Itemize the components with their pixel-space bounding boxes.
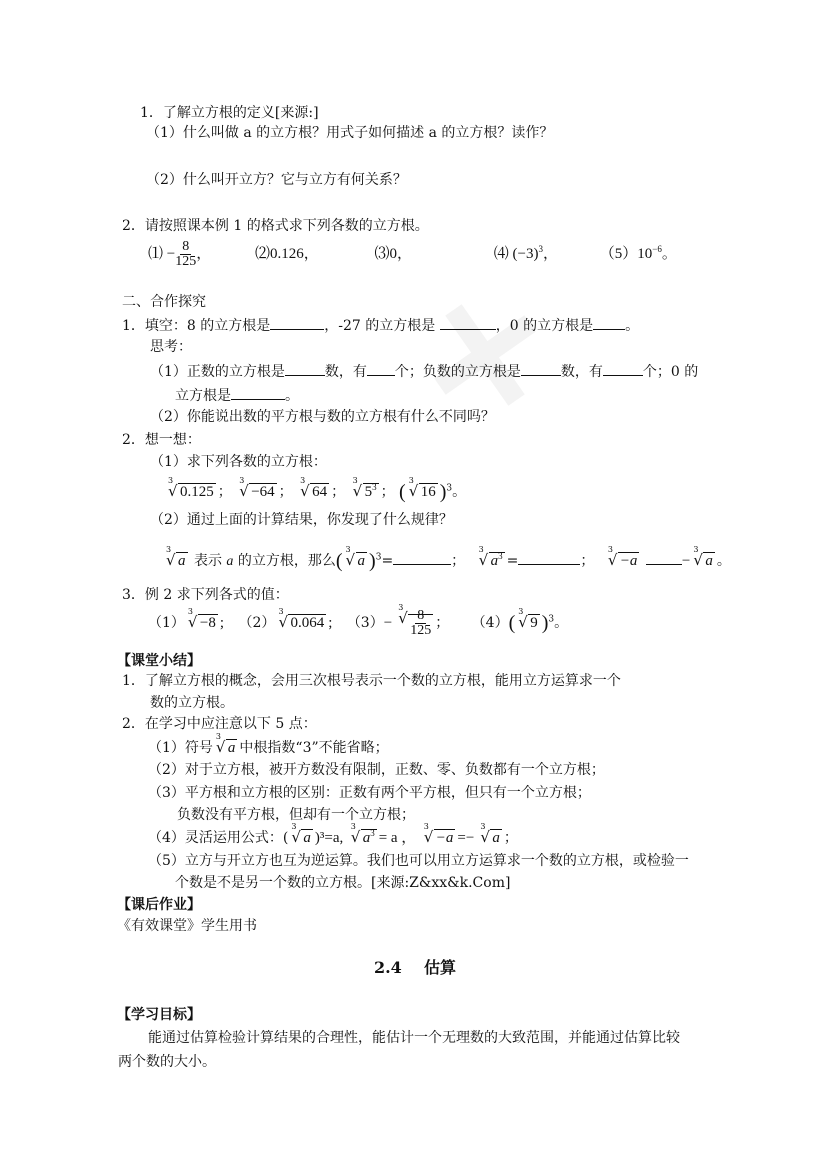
punct: ，: [542, 245, 558, 262]
sec2-title: 2．请按照课本例 1 的格式求下列各数的立方根。: [122, 218, 429, 234]
summary-s3b: 负数没有平方根，但却有一个立方根；: [177, 807, 415, 823]
text: （1）正数的立方根是: [150, 364, 285, 380]
item1-label: ⑴ −: [148, 245, 176, 262]
end: 。: [716, 553, 731, 569]
index: √ 3: [345, 545, 351, 554]
index: √ 3: [168, 476, 174, 485]
index: √ 3: [300, 476, 306, 485]
index: √ 3: [518, 606, 524, 616]
radicand: 9: [530, 614, 538, 631]
blank[interactable]: [603, 361, 643, 376]
text: 。: [625, 318, 640, 334]
radical: [165, 545, 188, 571]
radical: [350, 822, 377, 848]
sec1-q1: （1）什么叫做 a 的立方根？用式子如何描述 a 的立方根？读作？: [146, 125, 554, 141]
label: （3）: [346, 614, 384, 631]
radical: [187, 606, 218, 633]
ex2-items: （1） √ 3 −8 ; （2） √ 3 0.064 ; （3）− √ 3 $\frac{8}{125}$ ； （4）( √ 3 9 )$^3$。: [148, 609, 568, 638]
radical: [692, 545, 715, 571]
index: √ 3: [291, 822, 297, 831]
exp: 3: [372, 482, 377, 492]
exp: 3: [370, 828, 375, 838]
index: √ 3: [480, 822, 486, 831]
minus: −: [383, 614, 393, 631]
radicand: a: [705, 553, 713, 569]
index: √ 3: [693, 545, 699, 554]
radical: [408, 476, 438, 502]
radicand: a: [492, 830, 500, 846]
radical: [517, 606, 540, 633]
sep: ；: [435, 614, 450, 631]
summary-s1: [148, 732, 389, 758]
think2-title: 2．想一想：: [122, 432, 201, 448]
label: （2）: [238, 614, 276, 631]
blank[interactable]: [521, 361, 561, 376]
index: √ 3: [187, 606, 194, 616]
index: √ 3: [398, 603, 404, 612]
exp: 3: [538, 243, 543, 254]
text: （1）符号: [148, 740, 213, 756]
text: 数，有: [560, 364, 603, 380]
radicand: a: [357, 553, 366, 569]
radical: [607, 545, 640, 571]
sec2-items: [148, 240, 677, 269]
sep: ;: [328, 614, 333, 631]
exp: 3: [548, 614, 555, 625]
exp: 3: [498, 551, 503, 561]
sep: ；: [278, 484, 293, 500]
blank[interactable]: [285, 361, 325, 376]
radical: [345, 545, 368, 571]
sep: ；: [331, 484, 346, 500]
summary-s5b: 个数是不是另一个数的立方根。[来源:Z&xx&k.Com]: [175, 875, 511, 891]
summary-p2: 2．在学习中应注意以下 5 点：: [122, 716, 317, 732]
end: 。: [452, 484, 467, 500]
summary-p1b: 数的立方根。: [150, 695, 234, 711]
blank[interactable]: [231, 385, 285, 400]
den: 125: [410, 623, 432, 638]
var: a: [362, 830, 371, 846]
sep: ;: [219, 614, 225, 631]
eq: =: [506, 553, 519, 569]
blank[interactable]: [270, 315, 324, 330]
text: 个；负数的立方根是: [394, 364, 521, 380]
think-label: 思考：: [150, 339, 192, 355]
homework-text: 《有效课堂》学生用书: [117, 918, 257, 934]
radicand: 64: [312, 484, 328, 500]
radicand: −8: [199, 614, 216, 631]
radical: [277, 606, 326, 633]
index: √ 3: [408, 476, 414, 485]
exp: −6: [652, 243, 662, 254]
label: （1）: [148, 614, 185, 631]
think-q1: [150, 361, 698, 382]
index: √ 3: [239, 476, 245, 485]
summary-s4: [148, 822, 518, 848]
radicand: a: [303, 830, 311, 846]
radicand: −a: [619, 553, 638, 569]
radical: [423, 822, 456, 848]
radical: [167, 476, 216, 502]
den: 125: [175, 254, 197, 269]
think-q1-cont: [175, 385, 299, 406]
num: 8: [182, 239, 190, 254]
index: √ 3: [350, 822, 356, 831]
radical: [478, 545, 505, 571]
goal-line2: 两个数的大小。: [118, 1054, 216, 1070]
exp: 3: [446, 483, 453, 494]
index: √ 3: [478, 545, 484, 554]
text: 数，有: [324, 364, 367, 380]
item5: （5）10: [599, 245, 653, 262]
item3: ⑶0，: [374, 245, 413, 262]
radicand: 0.064: [290, 614, 325, 631]
item2: ⑵0.126，: [254, 245, 319, 262]
blank[interactable]: [393, 550, 451, 565]
text: 1．填空：8 的立方根是: [122, 318, 271, 334]
exp: 3: [375, 552, 382, 563]
eq: =: [381, 553, 394, 569]
num: 8: [417, 608, 425, 623]
radicand: 0.125: [180, 484, 214, 500]
ex2-title: 3．例 2 求下列各式的值：: [122, 587, 289, 603]
fill-line: [122, 315, 639, 336]
index: √ 3: [166, 545, 172, 554]
summary-s5: （5）立方与开立方也互为逆运算。我们也可以用立方运算求一个数的立方根，或检验一: [148, 853, 689, 869]
sep: ；: [217, 484, 232, 500]
think2-q2: （2）通过上面的计算结果，你发现了什么规律？: [150, 512, 453, 528]
index: √ 3: [215, 732, 222, 741]
summary-p1: 1．了解立方根的概念，会用三次根号表示一个数的立方根，能用立方运算求一个: [122, 673, 621, 689]
punct: ，: [196, 245, 212, 262]
homework-heading: 【课后作业】: [117, 897, 201, 913]
text: 立方根是: [175, 388, 231, 404]
section-title: 2.4 估算: [373, 958, 457, 977]
text: =−: [457, 830, 475, 846]
rule-line: √ 3 a 表示 a 的立方根，那么( √ 3 a )$^3$= ； √ 3 $a^3$ = ； √ 3 −a − √ 3 a 。: [163, 550, 731, 572]
text: 的立方根，那么: [237, 553, 336, 569]
punct: 。: [661, 245, 677, 262]
label: （4）: [471, 614, 509, 631]
blank[interactable]: [440, 315, 496, 330]
index: √ 3: [607, 545, 613, 554]
text: 。: [285, 388, 299, 404]
blank[interactable]: [518, 550, 580, 565]
summary-heading: 【课堂小结】: [117, 653, 201, 669]
summary-s3: （3）平方根和立方根的区别：正数有两个平方根，但只有一个立方根；: [148, 785, 591, 801]
radical: [290, 822, 313, 848]
sep: ；: [380, 484, 395, 500]
goal-line1: 能通过估算检验计算结果的合理性，能估计一个无理数的大致范围，并能通过估算比较: [148, 1030, 680, 1046]
blank[interactable]: [593, 315, 625, 330]
radicand: [489, 552, 505, 569]
sec1-title: 1．了解立方根的定义[来源:]: [140, 105, 319, 121]
radicand: −64: [251, 484, 275, 500]
radicand: [363, 483, 379, 500]
radical: [215, 732, 238, 758]
text: ；: [503, 830, 518, 846]
sec1-q2: （2）什么叫开立方？它与立方有何关系？: [146, 172, 407, 188]
think2-q1: （1）求下列各数的立方根：: [150, 454, 327, 470]
text: )³=a,: [314, 830, 344, 846]
coop-heading: 二、合作探究: [122, 294, 206, 310]
radicand: [361, 829, 377, 846]
text: 表示: [193, 553, 222, 569]
blank[interactable]: [646, 550, 682, 565]
think-q2: （2）你能说出数的平方根与数的立方根有什么不同吗？: [150, 409, 495, 425]
text: = a ，: [378, 830, 417, 846]
text: 中根指数“3”不能省略；: [239, 740, 389, 756]
index: √ 3: [423, 822, 429, 831]
text: ，-27 的立方根是: [324, 318, 440, 334]
item4: ⑷ (−3): [493, 245, 539, 262]
fraction: [410, 609, 431, 638]
text: ，0 的立方根是: [495, 318, 594, 334]
fraction: [175, 240, 196, 269]
index: √ 3: [352, 476, 358, 485]
var: a: [490, 553, 499, 569]
blank[interactable]: [367, 361, 395, 376]
radical: [352, 476, 379, 502]
radicand: [408, 608, 433, 638]
summary-s2: （2）对于立方根，被开方数没有限制，正数、零、负数都有一个立方根；: [148, 762, 605, 778]
radical: [397, 603, 433, 638]
text: 个；0 的: [642, 364, 699, 380]
radicand: a: [227, 740, 236, 756]
goal-heading: 【学习目标】: [117, 1007, 201, 1023]
radicand: 16: [420, 484, 436, 500]
sep: ；: [580, 553, 595, 569]
radicand: a: [178, 553, 186, 569]
sep: ；: [451, 553, 466, 569]
minus: −: [681, 553, 691, 569]
index: √ 3: [278, 606, 284, 616]
radical: [238, 476, 276, 502]
radical: [479, 822, 502, 848]
radicals-list: √ 3 0.125 ； √ 3 −64 ； √ 3 64 ； √ 3 $5^3$ ； ( √ 3 16 )$^3$。: [165, 482, 466, 502]
var: a: [226, 554, 234, 569]
radicand: −a: [435, 830, 454, 846]
end: 。: [554, 614, 569, 631]
base: 5: [364, 484, 373, 500]
text: （4）灵活运用公式：(: [148, 830, 289, 846]
radical: [299, 476, 329, 502]
